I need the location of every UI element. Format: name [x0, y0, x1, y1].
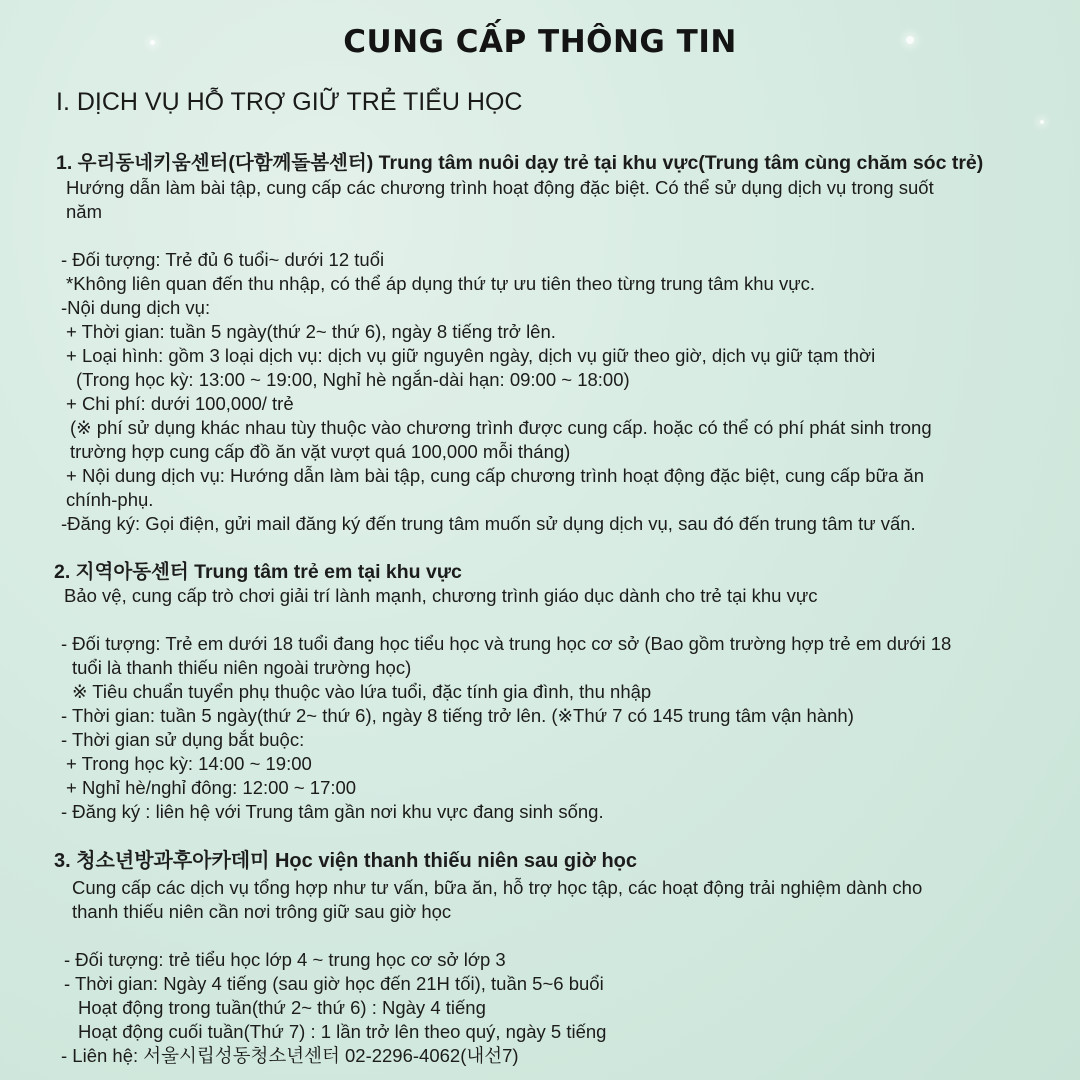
- section1-desc: Hướng dẫn làm bài tập, cung cấp các chương trình hoạt động đặc biệt. Có thể sử dụng dịch vụ trong suốt: [66, 177, 934, 198]
- section2-desc: Bảo vệ, cung cấp trò chơi giải trí lành mạnh, chương trình giáo dục dành cho trẻ tại khu vực: [64, 585, 818, 606]
- section3-heading: 3. 청소년방과후아카데미 Học viện thanh thiếu niên sau giờ học: [54, 850, 638, 872]
- section3-time: - Thời gian: Ngày 4 tiếng (sau giờ học đến 21H tối), tuần 5~6 buổi: [64, 973, 604, 994]
- section3-desc: Cung cấp các dịch vụ tổng hợp như tư vấn, bữa ăn, hỗ trợ học tập, các hoạt động trải nghiệm dành cho: [72, 877, 923, 898]
- sparkle-decoration: [1040, 120, 1044, 124]
- section1-service: chính-phụ.: [66, 489, 154, 510]
- section1-desc: năm: [66, 201, 102, 222]
- section3-contact: - Liên hệ: 서울시립성동청소년센터 02-2296-4062(내선7): [61, 1045, 519, 1066]
- section2-criteria: ※ Tiêu chuẩn tuyển phụ thuộc vào lứa tuổi, đặc tính gia đình, thu nhập: [72, 681, 652, 702]
- section1-note: *Không liên quan đến thu nhập, có thể áp dụng thứ tự ưu tiên theo từng trung tâm khu vực.: [66, 273, 815, 294]
- section1-time: + Thời gian: tuần 5 ngày(thứ 2~ thứ 6), ngày 8 tiếng trở lên.: [66, 321, 556, 342]
- section1-type: + Loại hình: gồm 3 loại dịch vụ: dịch vụ giữ nguyên ngày, dịch vụ giữ theo giờ, dịch vụ giữ tạm thời: [66, 345, 876, 366]
- section1-heading: 1. 우리동네키움센터(다함께돌봄센터) Trung tâm nuôi dạy trẻ tại khu vực(Trung tâm cùng chăm sóc trẻ): [56, 152, 984, 174]
- page-title: CUNG CẤP THÔNG TIN: [343, 24, 737, 60]
- section2-vacation: + Nghỉ hè/nghỉ đông: 12:00 ~ 17:00: [66, 777, 357, 798]
- section1-service: + Nội dung dịch vụ: Hướng dẫn làm bài tập, cung cấp chương trình hoạt động đặc biệt, cung cấp bữa ăn: [66, 465, 924, 486]
- section3-target: - Đối tượng: trẻ tiểu học lớp 4 ~ trung học cơ sở lớp 3: [64, 949, 506, 970]
- section2-time: - Thời gian: tuần 5 ngày(thứ 2~ thứ 6), ngày 8 tiếng trở lên. (※Thứ 7 có 145 trung tâm vận hành): [61, 705, 854, 726]
- section3-weekend: Hoạt động cuối tuần(Thứ 7) : 1 lần trở lên theo quý, ngày 5 tiếng: [78, 1021, 607, 1042]
- section2-target: - Đối tượng: Trẻ em dưới 18 tuổi đang học tiểu học và trung học cơ sở (Bao gồm trường hợp trẻ em dưới 18: [61, 633, 952, 654]
- section2-register: - Đăng ký : liên hệ với Trung tâm gần nơi khu vực đang sinh sống.: [61, 801, 604, 822]
- section2-heading: 2. 지역아동센터 Trung tâm trẻ em tại khu vực: [54, 561, 462, 583]
- section1-type-hours: (Trong học kỳ: 13:00 ~ 19:00, Nghỉ hè ngắn-dài hạn: 09:00 ~ 18:00): [76, 369, 630, 390]
- section2-semester: + Trong học kỳ: 14:00 ~ 19:00: [66, 753, 312, 774]
- section1-fee-note: (※ phí sử dụng khác nhau tùy thuộc vào chương trình được cung cấp. hoặc có thể có phí phát sinh trong: [70, 417, 932, 438]
- section2-target: tuổi là thanh thiếu niên ngoài trường học): [72, 657, 412, 678]
- section2-mandatory: - Thời gian sử dụng bắt buộc:: [61, 729, 305, 750]
- section3-desc: thanh thiếu niên cần nơi trông giữ sau giờ học: [72, 901, 452, 922]
- section1-fee: + Chi phí: dưới 100,000/ trẻ: [66, 393, 294, 414]
- section1-fee-note: trường hợp cung cấp đồ ăn vặt vượt quá 100,000 mỗi tháng): [70, 441, 571, 462]
- section-heading: I. DỊCH VỤ HỖ TRỢ GIỮ TRẺ TIỂU HỌC: [56, 88, 523, 116]
- section3-weekday: Hoạt động trong tuần(thứ 2~ thứ 6) : Ngày 4 tiếng: [78, 997, 486, 1018]
- section1-content-label: -Nội dung dịch vụ:: [61, 297, 211, 318]
- section1-target: - Đối tượng: Trẻ đủ 6 tuổi~ dưới 12 tuổi: [61, 249, 385, 270]
- section1-register: -Đăng ký: Gọi điện, gửi mail đăng ký đến trung tâm muốn sử dụng dịch vụ, sau đó đến trung tâm tư vấn.: [61, 513, 916, 534]
